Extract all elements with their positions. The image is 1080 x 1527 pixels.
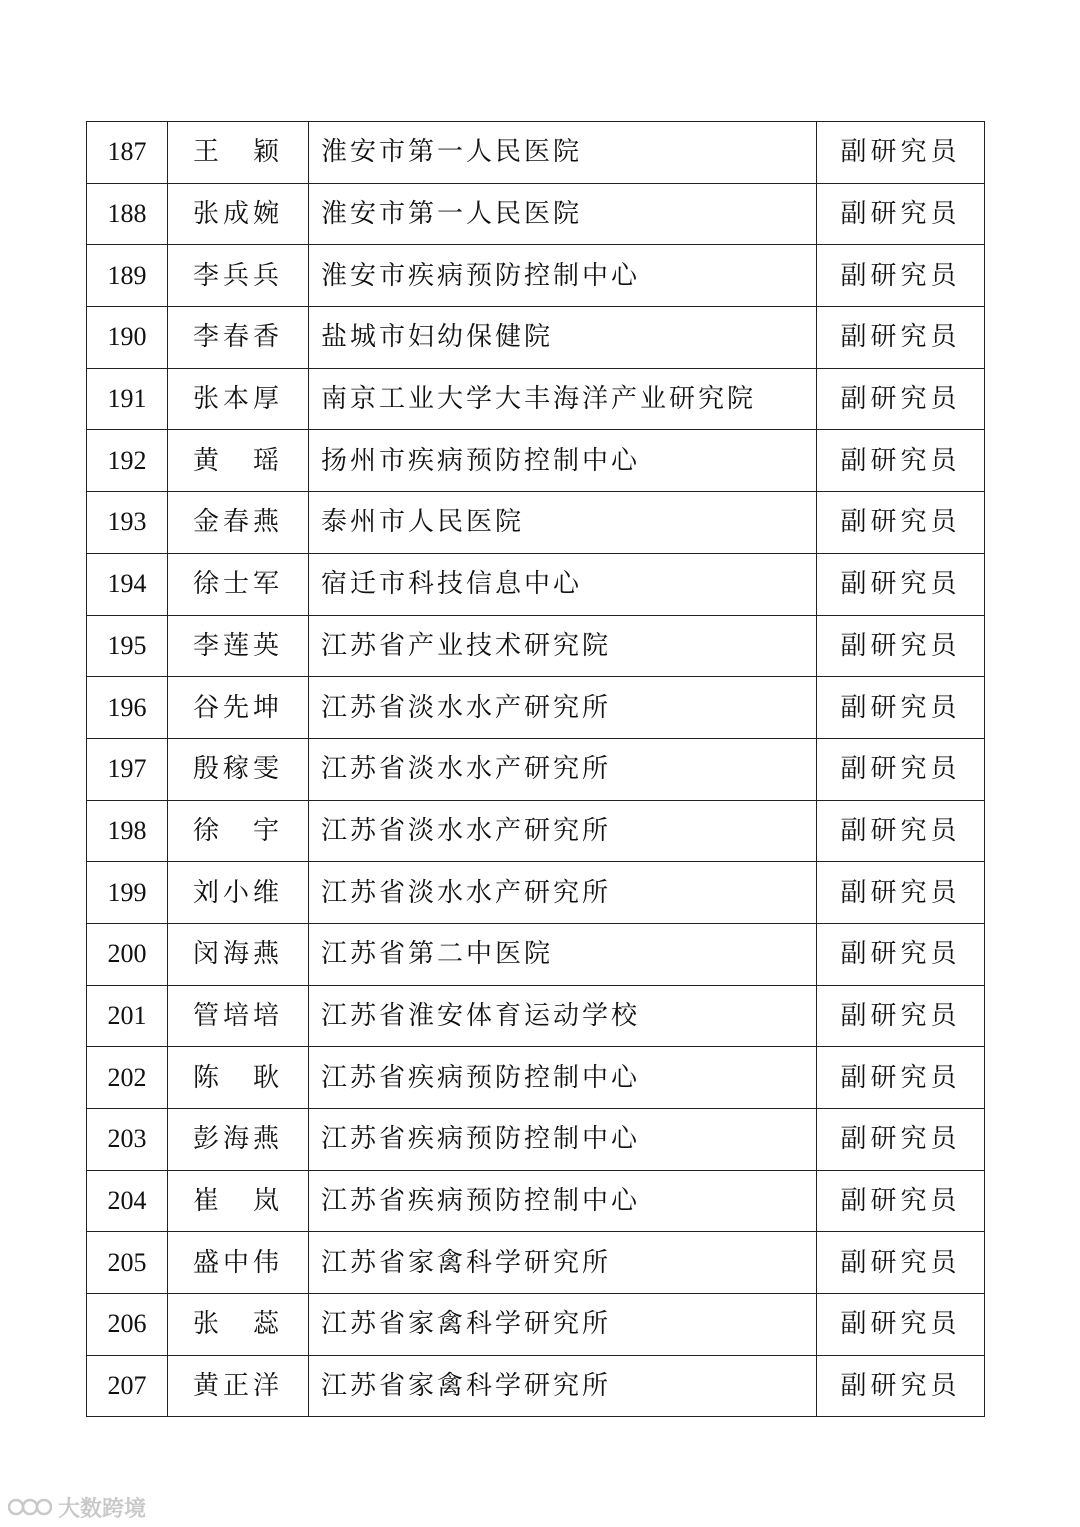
person-name: 闵海燕: [168, 923, 309, 985]
roster-table-body: [87, 122, 985, 1417]
person-name: 张成婉: [168, 183, 309, 245]
watermark-text: 大数跨境: [58, 1496, 147, 1522]
row-number: 193: [87, 492, 168, 554]
row-number: 195: [87, 615, 168, 677]
watermark: [8, 1492, 146, 1522]
person-name: 谷先坤: [168, 677, 309, 739]
person-name: 徐 宇: [168, 800, 309, 862]
job-title: 副研究员: [817, 985, 985, 1047]
table-row: [87, 738, 985, 800]
job-title: 副研究员: [817, 862, 985, 924]
person-name: 李莲英: [168, 615, 309, 677]
job-title: 副研究员: [817, 1355, 985, 1417]
person-name: 徐士军: [168, 553, 309, 615]
job-title: 副研究员: [817, 368, 985, 430]
table-row: [87, 1355, 985, 1417]
brand-logo-icon: [8, 1495, 52, 1519]
organization: 江苏省产业技术研究院: [309, 615, 817, 677]
job-title: 副研究员: [817, 923, 985, 985]
person-name: 李春香: [168, 307, 309, 369]
organization: 宿迁市科技信息中心: [309, 553, 817, 615]
row-number: 204: [87, 1170, 168, 1232]
organization: 江苏省淡水水产研究所: [309, 738, 817, 800]
table-row: [87, 615, 985, 677]
table-row: [87, 923, 985, 985]
organization: 江苏省家禽科学研究所: [309, 1355, 817, 1417]
organization: 江苏省家禽科学研究所: [309, 1232, 817, 1294]
table-row: [87, 307, 985, 369]
roster-table: [86, 121, 985, 1417]
table-row: [87, 122, 985, 184]
table-row: [87, 492, 985, 554]
job-title: 副研究员: [817, 677, 985, 739]
table-row: [87, 677, 985, 739]
job-title: 副研究员: [817, 1294, 985, 1356]
row-number: 197: [87, 738, 168, 800]
job-title: 副研究员: [817, 430, 985, 492]
table-row: [87, 430, 985, 492]
table-row: [87, 800, 985, 862]
job-title: 副研究员: [817, 800, 985, 862]
row-number: 194: [87, 553, 168, 615]
row-number: 192: [87, 430, 168, 492]
organization: 淮安市第一人民医院: [309, 122, 817, 184]
person-name: 盛中伟: [168, 1232, 309, 1294]
row-number: 200: [87, 923, 168, 985]
organization: 泰州市人民医院: [309, 492, 817, 554]
person-name: 李兵兵: [168, 245, 309, 307]
table-row: [87, 553, 985, 615]
person-name: 黄 瑶: [168, 430, 309, 492]
table-row: [87, 985, 985, 1047]
person-name: 管培培: [168, 985, 309, 1047]
person-name: 陈 耿: [168, 1047, 309, 1109]
organization: 江苏省第二中医院: [309, 923, 817, 985]
job-title: 副研究员: [817, 553, 985, 615]
table-row: [87, 862, 985, 924]
organization: 江苏省疾病预防控制中心: [309, 1170, 817, 1232]
row-number: 196: [87, 677, 168, 739]
person-name: 刘小维: [168, 862, 309, 924]
organization: 淮安市第一人民医院: [309, 183, 817, 245]
table-row: [87, 1109, 985, 1171]
person-name: 黄正洋: [168, 1355, 309, 1417]
table-row: [87, 1170, 985, 1232]
table-row: [87, 1232, 985, 1294]
row-number: 190: [87, 307, 168, 369]
row-number: 191: [87, 368, 168, 430]
row-number: 202: [87, 1047, 168, 1109]
person-name: 王 颖: [168, 122, 309, 184]
row-number: 188: [87, 183, 168, 245]
job-title: 副研究员: [817, 1170, 985, 1232]
row-number: 205: [87, 1232, 168, 1294]
job-title: 副研究员: [817, 1109, 985, 1171]
row-number: 206: [87, 1294, 168, 1356]
job-title: 副研究员: [817, 1047, 985, 1109]
organization: 江苏省淡水水产研究所: [309, 800, 817, 862]
table-row: [87, 1294, 985, 1356]
organization: 江苏省疾病预防控制中心: [309, 1109, 817, 1171]
row-number: 187: [87, 122, 168, 184]
job-title: 副研究员: [817, 307, 985, 369]
organization: 江苏省淡水水产研究所: [309, 677, 817, 739]
row-number: 189: [87, 245, 168, 307]
job-title: 副研究员: [817, 183, 985, 245]
organization: 江苏省淡水水产研究所: [309, 862, 817, 924]
person-name: 崔 岚: [168, 1170, 309, 1232]
organization: 盐城市妇幼保健院: [309, 307, 817, 369]
organization: 南京工业大学大丰海洋产业研究院: [309, 368, 817, 430]
person-name: 张 蕊: [168, 1294, 309, 1356]
job-title: 副研究员: [817, 738, 985, 800]
row-number: 201: [87, 985, 168, 1047]
row-number: 198: [87, 800, 168, 862]
table-row: [87, 183, 985, 245]
organization: 淮安市疾病预防控制中心: [309, 245, 817, 307]
job-title: 副研究员: [817, 615, 985, 677]
organization: 江苏省淮安体育运动学校: [309, 985, 817, 1047]
organization: 江苏省疾病预防控制中心: [309, 1047, 817, 1109]
table-row: [87, 368, 985, 430]
person-name: 金春燕: [168, 492, 309, 554]
row-number: 207: [87, 1355, 168, 1417]
organization: 江苏省家禽科学研究所: [309, 1294, 817, 1356]
person-name: 殷稼雯: [168, 738, 309, 800]
job-title: 副研究员: [817, 492, 985, 554]
job-title: 副研究员: [817, 122, 985, 184]
table-row: [87, 1047, 985, 1109]
organization: 扬州市疾病预防控制中心: [309, 430, 817, 492]
row-number: 203: [87, 1109, 168, 1171]
job-title: 副研究员: [817, 1232, 985, 1294]
person-name: 张本厚: [168, 368, 309, 430]
row-number: 199: [87, 862, 168, 924]
person-name: 彭海燕: [168, 1109, 309, 1171]
job-title: 副研究员: [817, 245, 985, 307]
table-row: [87, 245, 985, 307]
